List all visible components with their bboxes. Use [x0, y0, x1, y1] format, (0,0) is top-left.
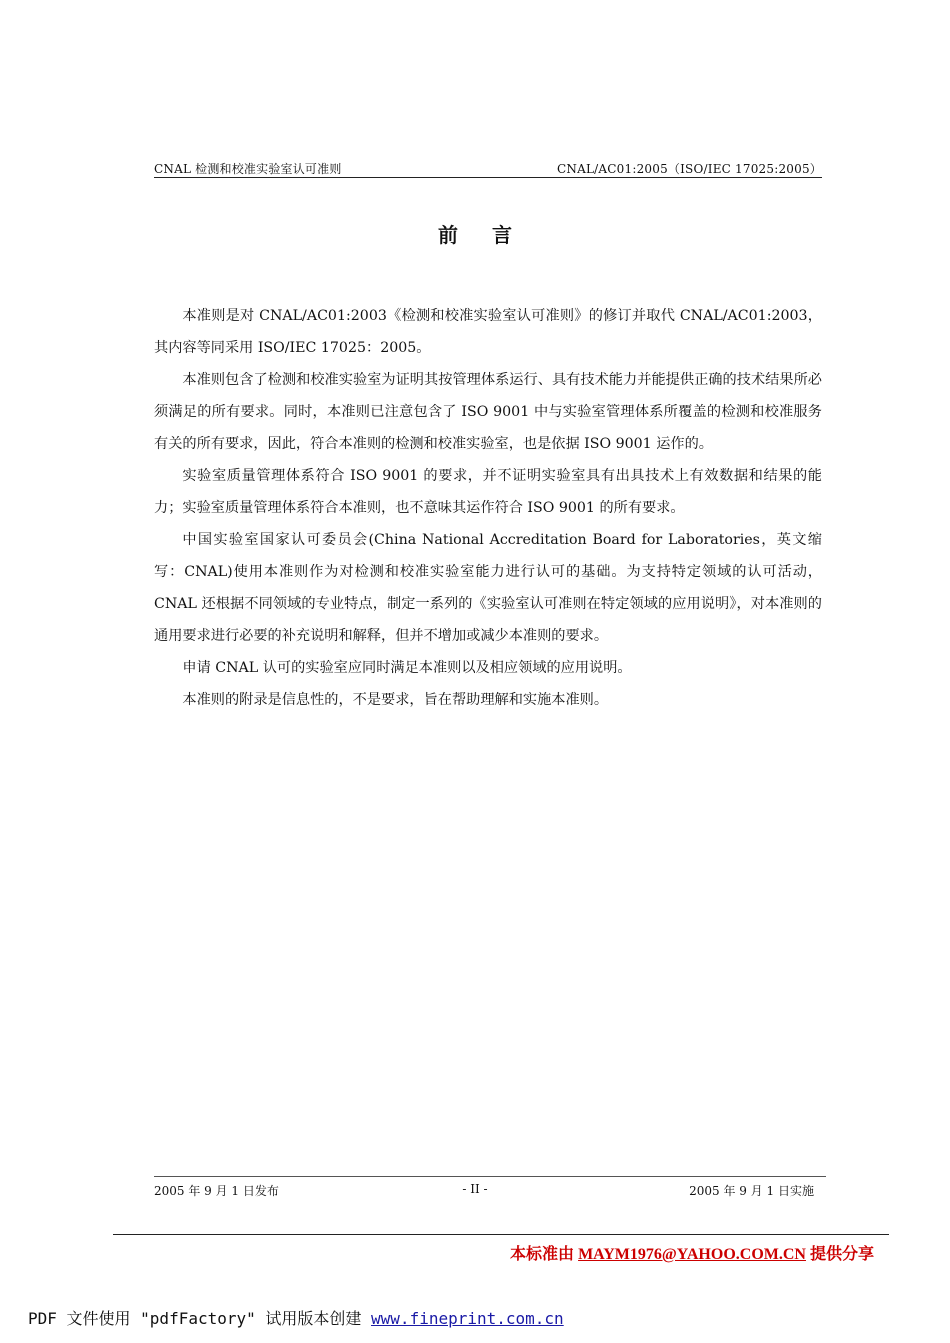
- share-notice: [510, 1241, 874, 1264]
- footer-issue-date: 2005 年 9 月 1 日发布: [154, 1184, 279, 1198]
- paragraph-3: 实验室质量管理体系符合 ISO 9001 的要求，并不证明实验室具有出具技术上有效数据和结果的能力；实验室质量管理体系符合本准则，也不意味其运作符合 ISO 9001 的所有要求。: [154, 468, 822, 516]
- header-rule: [154, 177, 822, 178]
- pdf-notice-text: PDF 文件使用 "pdfFactory" 试用版本创建: [28, 1309, 372, 1328]
- paragraph-2: 本准则包含了检测和校准实验室为证明其按管理体系运行、具有技术能力并能提供正确的技术结果所必须满足的所有要求。同时，本准则已注意包含了 ISO 9001 中与实验室管理体系所覆盖的检测和校准服务有关的所有要求，因此，符合本准则的检测和校准实验室，也是依据 ISO 9001 运作的。: [154, 372, 822, 452]
- page-title: 前言: [438, 223, 546, 247]
- fineprint-link[interactable]: www.fineprint.com.cn: [371, 1309, 564, 1328]
- footer-effective-date: 2005 年 9 月 1 日实施: [689, 1184, 814, 1198]
- footer-page-number: - II -: [462, 1182, 488, 1196]
- paragraph-4: 中国实验室国家认可委员会(China National Accreditation Board for Laboratories，英文缩写：CNAL)使用本准则作为对检测和校准实验室能力进行认可的基础。为支持特定领域的认可活动，CNAL 还根据不同领域的专业特点，制定一系列的《实验室认可准则在特定领域的应用说明》，对本准则的通用要求进行必要的补充说明和解释，但并不增加或减少本准则的要求。: [154, 532, 822, 644]
- share-prefix: 本标准由: [510, 1246, 579, 1263]
- paragraph-1: 本准则是对 CNAL/AC01:2003《检测和校准实验室认可准则》的修订并取代 CNAL/AC01:2003，其内容等同采用 ISO/IEC 17025：2005。: [154, 308, 822, 356]
- share-suffix: 提供分享: [805, 1246, 874, 1263]
- share-rule: [113, 1234, 889, 1235]
- paragraph-6: 本准则的附录是信息性的，不是要求，旨在帮助理解和实施本准则。: [182, 692, 609, 708]
- footer-rule: [154, 1176, 826, 1177]
- preface-body: [154, 300, 822, 716]
- share-email-link[interactable]: MAYM1976@YAHOO.COM.CN: [578, 1246, 806, 1263]
- header-left-title: CNAL 检测和校准实验室认可准则: [154, 162, 342, 176]
- pdf-notice: [28, 1306, 564, 1329]
- header-right-code: CNAL/AC01:2005（ISO/IEC 17025:2005）: [557, 162, 822, 176]
- paragraph-5: 申请 CNAL 认可的实验室应同时满足本准则以及相应领域的应用说明。: [182, 660, 632, 676]
